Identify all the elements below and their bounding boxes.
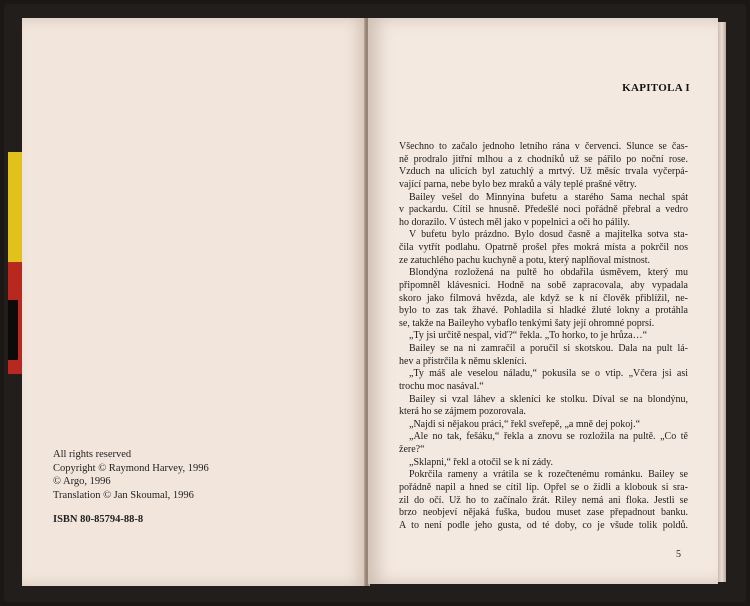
text-line: Všechno to začalo jednoho letního rána v červenci. Slunce se čas- xyxy=(399,141,688,152)
text-line: „Najdi si nějakou práci,“ řekl sveřepě, „a mně dej pokoj.“ xyxy=(409,418,641,430)
text-line: Pokrčila rameny a vrátila se k rozečtenému románku. Bailey se xyxy=(409,469,688,481)
imprint-line: © Argo, 1996 xyxy=(53,476,111,488)
text-line: A to není podle jeho gusta, od té doby, co je všude tolik poldů. xyxy=(399,519,688,531)
cover-edge-yellow-stripe xyxy=(8,152,22,262)
text-line: Blondýna rozložená na pultě ho obdařila úsměvem, který mu xyxy=(409,267,688,279)
text-line: Bailey se na ni zamračil a poručil si skotskou. Dala na pult lá- xyxy=(409,343,688,354)
text-line: skoro jako filmová hvězda, ale když se k ní člověk přiblížil, ne- xyxy=(399,292,688,304)
text-line: Bailey si vzal láhev a skleníci ke stolku. Díval se na blondýnu, xyxy=(409,393,688,405)
page-number: 5 xyxy=(676,549,681,560)
text-line: trochu moc nasával.“ xyxy=(399,380,484,392)
imprint-line: Copyright © Raymond Harvey, 1996 xyxy=(53,462,209,474)
text-line: Vzduch na ulicích byl zatuchlý a mrtvý. Už měsíc trvala vyčerpá- xyxy=(399,166,688,178)
text-line: se, takže na Baileyho vybaflo tenkými šaty její ohromné poprsí. xyxy=(399,317,655,329)
text-line: ně prodralo jitřní mlhou a z chodníků už se pářilo po noční rose. xyxy=(399,153,688,165)
text-line: bylo to zas tak žhavé. Pohladila si hladké žluté lokny a protáhla xyxy=(399,305,688,317)
text-line: žere?“ xyxy=(399,444,425,455)
text-line: připomněl klávesnici. Hodně na sobě zapracovala, aby vypadala xyxy=(399,279,688,291)
text-line: čila vytřít podlahu. Opatrně prošel přes mokrá místa a pokrčil nos xyxy=(399,242,688,253)
text-line: hev a přistrčila k němu skleníci. xyxy=(399,355,527,367)
chapter-body-text xyxy=(399,141,688,532)
text-line: pořádně napil a hned se cítil líp. Opřel se o židli a klobouk si sra- xyxy=(399,481,688,493)
text-line: která ho se zájmem pozorovala. xyxy=(399,406,526,418)
text-line: „Sklapni,“ řekl a otočil se k ní zády. xyxy=(409,456,554,468)
isbn: ISBN 80-85794-88-8 xyxy=(53,513,144,525)
text-line: vající parna, nebe bylo bez mraků a vály teplé prašné větry. xyxy=(399,178,637,190)
text-line: ho dorazilo. V ústech měl jako v popelnici a oči ho pálily. xyxy=(399,216,630,228)
chapter-title: KAPITOLA I xyxy=(622,82,690,94)
page-stack-edge xyxy=(718,22,726,582)
text-line: ze zatuchlého pachu kuchyně a potu, který naplňoval místnost. xyxy=(399,254,651,266)
text-line: V bufetu bylo prázdno. Bylo dosud časně a majitelka sotva sta- xyxy=(409,229,688,241)
text-line: v packardu. Cítil se hnusně. Předešlé noci pořádně přebral a vedro xyxy=(399,204,688,216)
text-line: „Ty jsi určitě nespal, viď?“ řekla. „To horko, to je hrůza…“ xyxy=(409,330,648,342)
text-line: brzo neobjeví nějaká fuška, budou muset zase přepadnout banku. xyxy=(399,507,688,519)
text-line: „Ale no tak, fešáku,“ řekla a znovu se rozložila na pultě. „Co tě xyxy=(409,431,688,443)
copyright-imprint xyxy=(53,448,353,527)
text-line: „Ty máš ale veselou náladu,“ pokusila se o vtip. „Včera jsi asi xyxy=(409,368,688,380)
imprint-line: All rights reserved xyxy=(53,449,132,460)
text-line: Bailey vešel do Minnyina bufetu a starého Sama nechal spát xyxy=(409,191,688,203)
text-line: zil do očí. Už ho to začínalo žrát. Riley nemá ani floka. Jestli se xyxy=(399,494,688,506)
imprint-line: Translation © Jan Skoumal, 1996 xyxy=(53,490,194,502)
cover-edge-black-stripe xyxy=(8,300,18,360)
